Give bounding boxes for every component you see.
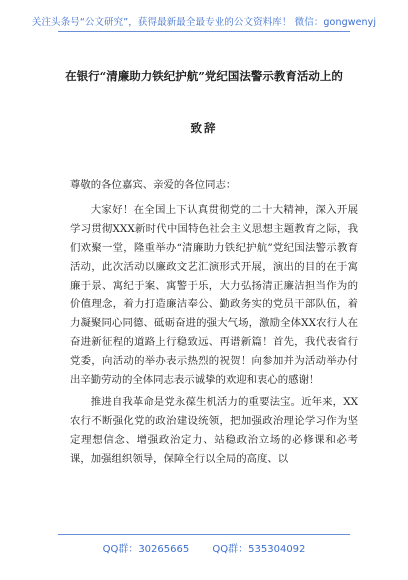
document-body: [70, 176, 358, 469]
header-divider: [58, 31, 350, 32]
footer-qq-group-1: QQ群：30265665: [102, 544, 190, 555]
header-banner: 关注头条号“公文研究”，获得最新最全最专业的公文资料库！ 微信：gongwenyj: [31, 17, 377, 28]
document-title: 在银行“清廉助力铁纪护航”党纪国法警示教育活动上的: [65, 69, 343, 83]
salutation: 尊敬的各位嘉宾、亲爱的各位同志：: [70, 179, 237, 191]
body-paragraph: 推进自我革命是党永葆生机活力的重要法宝。近年来，XX农行不断强化党的政治建设统领，把加强政治理论学习作为坚定理想信念、增强政治定力、站稳政治立场的必修课和必考课，加强组织领导，保障全行以全局的高度、以: [70, 395, 358, 465]
footer-divider: [58, 534, 350, 535]
footer-qq-group-2: QQ群：535304092: [212, 544, 306, 555]
footer-contact: [0, 540, 408, 555]
body-paragraph: 大家好！在全国上下认真贯彻党的二十大精神，深入开展学习贯彻XXX新时代中国特色社会主义思想主题教育之际，我们欢聚一堂，隆重举办“清廉助力铁纪护航”党纪国法警示教育活动，此次活动以廉政文艺汇演形式开展，演出的目的在于寓廉于景、寓纪于案、寓警于乐，大力弘扬清正廉洁担当作为的价值理念，着力打造廉洁奉公、勤政务实的党员干部队伍，着力凝聚同心同德、砥砺奋进的强大气场，激励全体XX农行人在奋进新征程的道路上行稳致远、再谱新篇！首先，我代表省行党委，向活动的举办表示热烈的祝贺！向参加并为活动举办付出辛勤劳动的全体同志表示诚挚的欢迎和衷心的感谢！: [70, 203, 358, 387]
document-title-continued: 致辞: [190, 121, 218, 135]
